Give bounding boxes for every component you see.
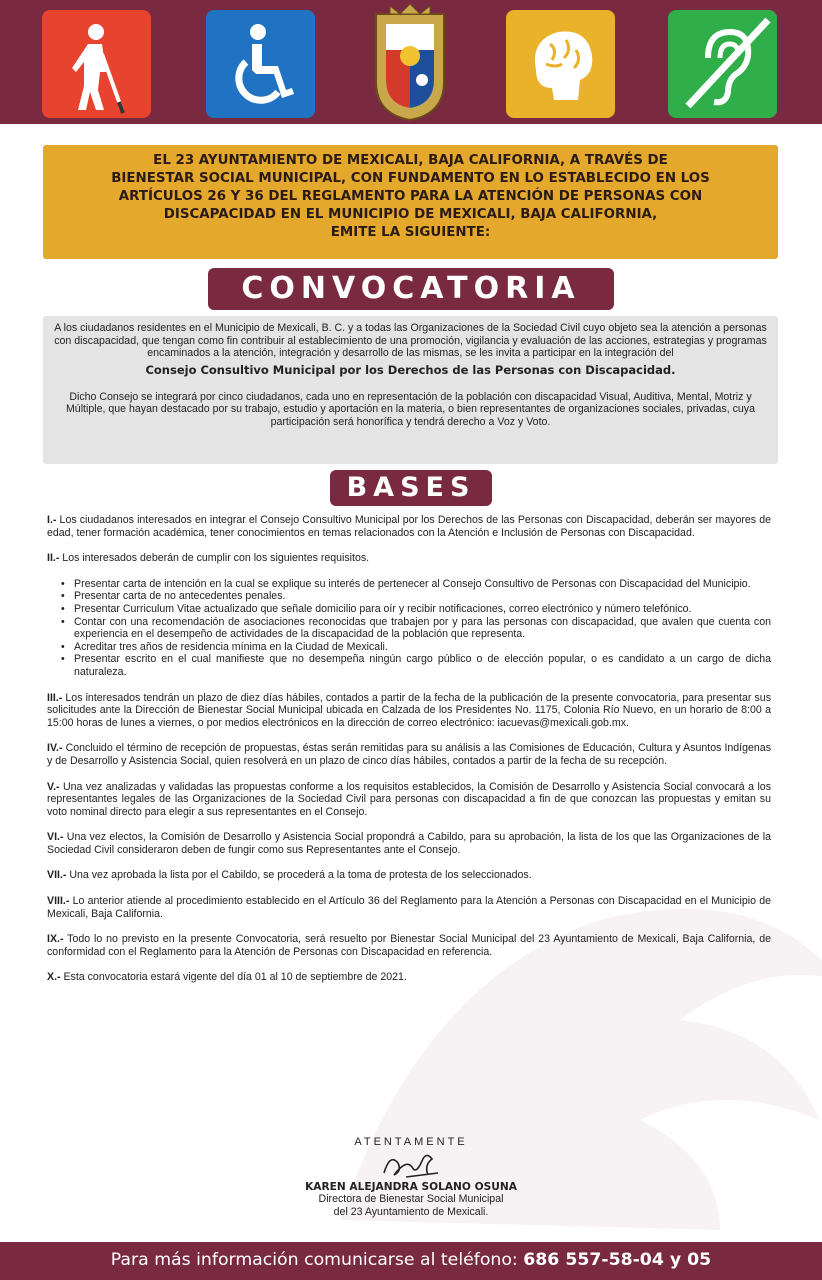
base-label: III.- [47, 691, 63, 704]
council-name: Consejo Consultivo Municipal por los Derechos de las Personas con Discapacidad. [145, 362, 676, 377]
intro-line: ARTÍCULOS 26 Y 36 DEL REGLAMENTO PARA LA ATENCIÓN DE PERSONAS CON [118, 189, 703, 204]
intro-box [43, 145, 778, 259]
wheelchair-icon [206, 10, 315, 118]
intro-line: DISCAPACIDAD EN EL MUNICIPIO DE MEXICALI, BAJA CALIFORNIA, [163, 207, 658, 222]
hearing-impaired-icon [668, 10, 777, 118]
base-text: Esta convocatoria estará vigente del día 01 al 10 de septiembre de 2021. [60, 971, 407, 984]
footer-text: Para más información comunicarse al teléfono: [110, 1250, 524, 1270]
base-label: V.- [47, 780, 60, 793]
convocatoria-title: CONVOCATORIA [208, 268, 614, 310]
list-item: • Presentar carta de no antecedentes penales. [74, 590, 771, 603]
blind-person-tile [42, 10, 151, 118]
signer-name: KAREN ALEJANDRA SOLANO OSUNA [305, 1180, 517, 1193]
base-label: VI.- [47, 831, 64, 844]
closing-text: ATENTAMENTE [354, 1136, 468, 1148]
base-7 [47, 869, 771, 882]
municipal-seal [370, 4, 450, 122]
brain-icon [506, 10, 615, 118]
footer-bar [0, 1242, 822, 1280]
base-text: Una vez electos, la Comisión de Desarrollo y Asistencia Social propondrá a Cabildo, para su aprobación, la lista de los que las Organizaciones de la Sociedad Civil consideraron deben de fungir como sus Representantes ante el Consejo. [47, 831, 771, 856]
handwritten-signature-icon [376, 1149, 446, 1181]
base-label: IV.- [47, 742, 63, 755]
wheelchair-tile [206, 10, 315, 118]
base-1 [47, 514, 771, 539]
blind-person-icon [42, 10, 151, 118]
base-text: Una vez analizadas y validadas las propuestas conforme a los requisitos establecidos, la Comisión de Desarrollo y Asistencia Social convocará a los representantes legales de las Organizaciones de la Sociedad Civil para personas con discapacidad a fin de que conozcan las propuestas y emitan su voto nominal directo para elegir a sus representantes en el Consejo. [47, 780, 771, 818]
footer-phone: 686 557-58-04 y 05 [523, 1250, 712, 1270]
base-label: VIII.- [47, 895, 70, 908]
base-text: Una vez aprobada la lista por el Cabildo, se procederá a la toma de protesta de los seleccionados. [66, 869, 532, 882]
signature-block [280, 1136, 542, 1218]
base-text: Lo anterior atiende al procedimiento establecido en el Artículo 36 del Reglamento para la Atención a Personas con Discapacidad en el Municipio de Mexicali, Baja California. [47, 895, 771, 920]
base-9 [47, 933, 771, 958]
intro-line: BIENESTAR SOCIAL MUNICIPAL, CON FUNDAMENTO EN LO ESTABLECIDO EN LOS [111, 171, 710, 186]
base-4 [47, 742, 771, 767]
base-8 [47, 895, 771, 920]
base-label: II.- [47, 552, 60, 565]
header-band [0, 0, 822, 124]
base-text: Todo lo no previsto en la presente Convocatoria, será resuelto por Bienestar Social Municipal del 23 Ayuntamiento de Mexicali, Baja California, de conformidad con el Reglamento para la Atención de Personas con Discapacidad en referencia. [47, 933, 771, 958]
base-5 [47, 781, 771, 819]
base-label: IX.- [47, 933, 64, 946]
brain-tile [506, 10, 615, 118]
base-3 [47, 692, 771, 730]
intro-line: EMITE LA SIGUIENTE: [330, 225, 491, 240]
base-label: VII.- [47, 869, 67, 882]
base-text: Los interesados tendrán un plazo de diez días hábiles, contados a partir de la fecha de la publicación de la presente convocatoria, para presentar sus solicitudes ante la Dirección de Bienestar Social Municipal ubicada en Calzada de los Presidentes No. 1175, Colonia Río Nuevo, en un horario de 8:00 a 15:00 horas de lunes a viernes, o por medios electrónicos en la dirección de correo electrónico: iacuevas@mexicali.gob.mx. [47, 691, 771, 729]
bases-title: BASES [330, 470, 492, 506]
list-item: • Acreditar tres años de residencia mínima en la Ciudad de Mexicali. [74, 641, 771, 654]
signature-mark [280, 1149, 542, 1181]
hearing-impaired-tile [668, 10, 777, 118]
base-text: Los interesados deberán de cumplir con los siguientes requisitos. [59, 552, 370, 565]
base-label: I.- [47, 514, 57, 526]
invitation-paragraph: A los ciudadanos residentes en el Municipio de Mexicali, B. C. y a todas las Organizaciones de la Sociedad Civil cuyo objeto sea la atención a personas con discapacidad, que tengan como fin contribuir al establecimiento de una promoción, vigilancia y evaluación de las acciones, estrategias y programas encaminados a la atención, integración y desarrollo de las mismas, se les invita a participar en la integración del [54, 322, 767, 360]
base-label: X.- [47, 971, 61, 984]
list-item: • Presentar carta de intención en la cual se explique su interés de pertenecer al Consejo Consultivo de Personas con Discapacidad del Municipio. [74, 578, 771, 591]
base-text: Concluido el término de recepción de propuestas, éstas serán remitidas para su análisis a las Comisiones de Educación, Cultura y Asuntos Indígenas y de Desarrollo y Asistencia Social, quien resolverá en un plazo de cinco días hábiles, contados a partir de la fecha de su recepción. [47, 742, 771, 767]
signer-role: Directora de Bienestar Social Municipal [318, 1193, 504, 1206]
list-item: • Presentar Curriculum Vitae actualizado que señale domicilio para oír y recibir notificaciones, correo electrónico y número telefónico. [74, 603, 771, 616]
base-2 [47, 552, 771, 565]
bases-body [47, 514, 771, 997]
requirements-list [47, 578, 771, 679]
base-6 [47, 831, 771, 856]
list-item: • Contar con una recomendación de asociaciones reconocidas que trabajen por y para las personas con discapacidad, que avalen que cuenta con experiencia en el desempeño de actividades de la discapacidad de la población que representa. [74, 616, 771, 641]
invitation-box [43, 316, 778, 464]
intro-line: EL 23 AYUNTAMIENTO DE MEXICALI, BAJA CALIFORNIA, A TRAVÉS DE [153, 153, 668, 168]
mexicali-seal-icon [370, 4, 450, 122]
base-text: Los ciudadanos interesados en integrar el Consejo Consultivo Municipal por los Derechos de las Personas con Discapacidad, deberán ser mayores de edad, tener formación académica, tener conocimientos en temas relacionados con la Atención e Inclusión de Personas con Discapacidad. [47, 514, 771, 539]
signer-org: del 23 Ayuntamiento de Mexicali. [333, 1205, 489, 1218]
list-item: • Presentar escrito en el cual manifieste que no desempeña ningún cargo público o de elección popular, o es candidato a un cargo de dicha naturaleza. [74, 653, 771, 678]
base-10 [47, 971, 771, 984]
council-composition: Dicho Consejo se integrará por cinco ciudadanos, cada uno en representación de la población con discapacidad Visual, Auditiva, Mental, Motriz y Múltiple, que hayan destacado por su trabajo, estudio y aportación en la materia, o bien representantes de organizaciones sociales, privadas, cuya participación será honorífica y tendrá derecho a Voz y Voto. [65, 390, 755, 428]
